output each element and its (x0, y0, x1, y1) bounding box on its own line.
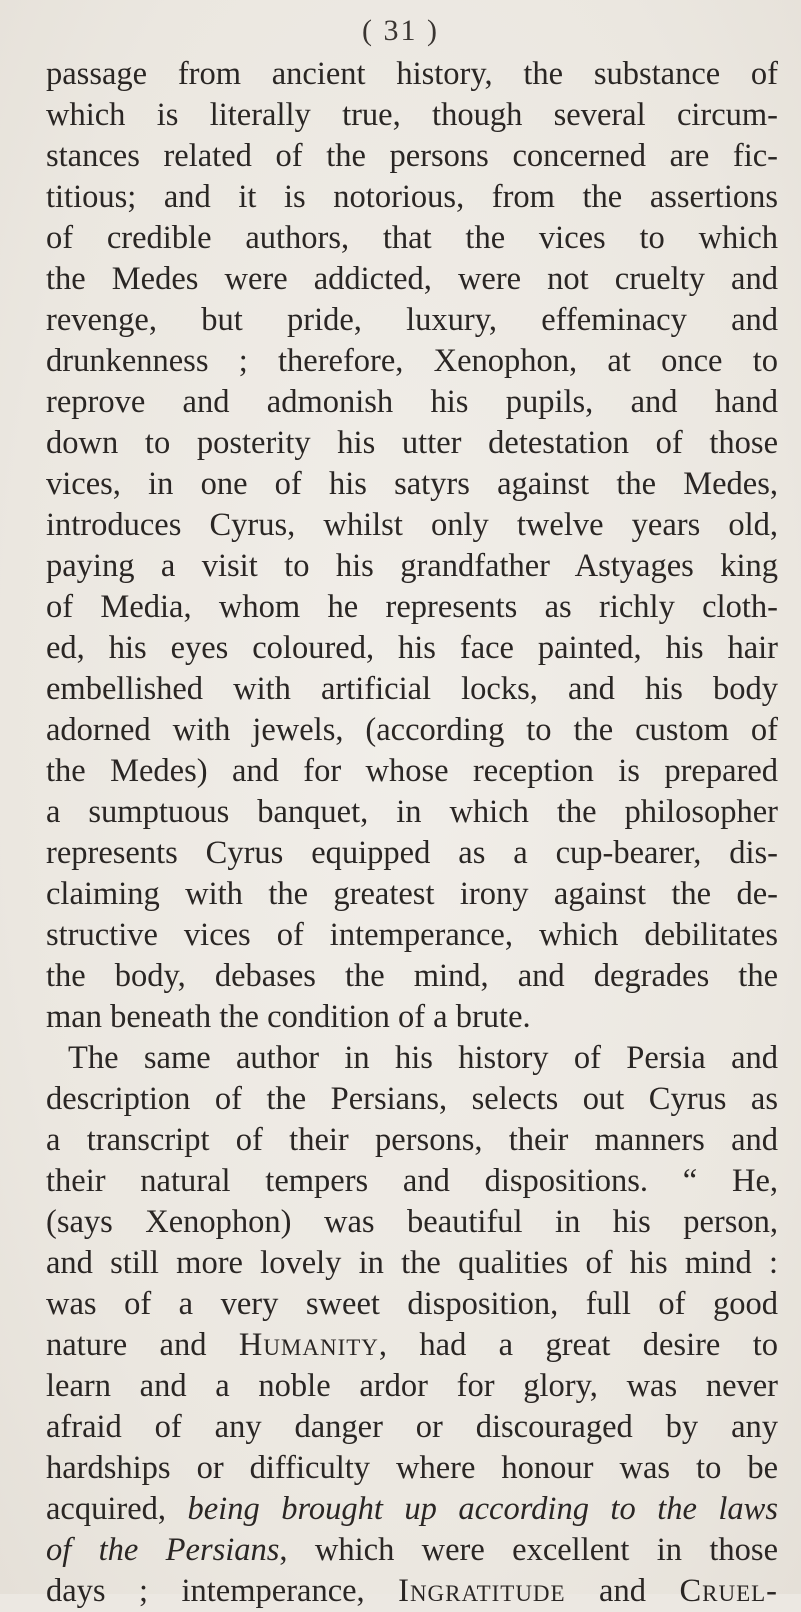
body-text (46, 54, 778, 1612)
text-line: which is literally true, though several circum- (46, 97, 778, 133)
text-run: days ; intemperance, (46, 1573, 399, 1609)
text-line: description of the Persians, selects out Cyrus as (46, 1081, 778, 1117)
text-line: afraid of any danger or discouraged by any (46, 1409, 778, 1445)
italic-phrase: of the Persians (46, 1532, 280, 1568)
text-line: the body, debases the mind, and degrades the (46, 958, 778, 994)
text-line: titious; and it is notorious, from the assertions (46, 179, 778, 215)
text-line: paying a visit to his grandfather Astyages king (46, 548, 778, 584)
text-line (46, 1571, 778, 1612)
text-run: acquired, (46, 1491, 188, 1527)
text-line: drunkenness ; therefore, Xenophon, at once to (46, 343, 778, 379)
text-line: a sumptuous banquet, in which the philosopher (46, 794, 778, 830)
text-line: down to posterity his utter detestation of those (46, 425, 778, 461)
text-run: , which were excellent in those (279, 1532, 778, 1568)
text-line: (says Xenophon) was beautiful in his person, (46, 1204, 778, 1240)
text-line: and still more lovely in the qualities of his mind : (46, 1245, 778, 1281)
text-line: passage from ancient history, the substance of (46, 56, 778, 92)
text-line: of credible authors, that the vices to which (46, 220, 778, 256)
text-line: ed, his eyes coloured, his face painted, his hair (46, 630, 778, 666)
text-line: hardships or difficulty where honour was to be (46, 1450, 778, 1486)
text-line: learn and a noble ardor for glory, was never (46, 1368, 778, 1404)
text-line (46, 1530, 778, 1571)
italic-phrase: being brought up according to the laws (187, 1491, 778, 1527)
text-line: a transcript of their persons, their manners and (46, 1122, 778, 1158)
small-caps-word: Humanity (238, 1327, 379, 1363)
text-run: nature and (46, 1327, 239, 1363)
small-caps-word: Ingratitude (398, 1573, 566, 1609)
text-line: their natural tempers and dispositions. “ He, (46, 1163, 778, 1199)
text-line: claiming with the greatest irony against the de- (46, 876, 778, 912)
text-line: adorned with jewels, (according to the custom of (46, 712, 778, 748)
text-line: vices, in one of his satyrs against the Medes, (46, 466, 778, 502)
text-line: was of a very sweet disposition, full of good (46, 1286, 778, 1322)
text-line: man beneath the condition of a brute. (46, 999, 531, 1035)
page-number: ( 31 ) (362, 14, 439, 47)
text-line: revenge, but pride, luxury, effeminacy and (46, 302, 778, 338)
text-line: of Media, whom he represents as richly cloth- (46, 589, 778, 625)
text-line: stances related of the persons concerned are fic- (46, 138, 778, 174)
text-run: , had a great desire to (378, 1327, 778, 1363)
text-line: reprove and admonish his pupils, and hand (46, 384, 778, 420)
text-line: The same author in his history of Persia and (68, 1040, 778, 1076)
text-line (46, 1325, 778, 1366)
text-line: represents Cyrus equipped as a cup-bearer, dis- (46, 835, 778, 871)
text-run: and (565, 1573, 680, 1609)
text-line: embellished with artificial locks, and his body (46, 671, 778, 707)
text-line: the Medes were addicted, were not cruelty and (46, 261, 778, 297)
small-caps-word: Cruel- (679, 1573, 778, 1609)
text-line: the Medes) and for whose reception is prepared (46, 753, 778, 789)
text-line: structive vices of intemperance, which debilitates (46, 917, 778, 953)
text-line (46, 1489, 778, 1530)
text-line: introduces Cyrus, whilst only twelve years old, (46, 507, 778, 543)
